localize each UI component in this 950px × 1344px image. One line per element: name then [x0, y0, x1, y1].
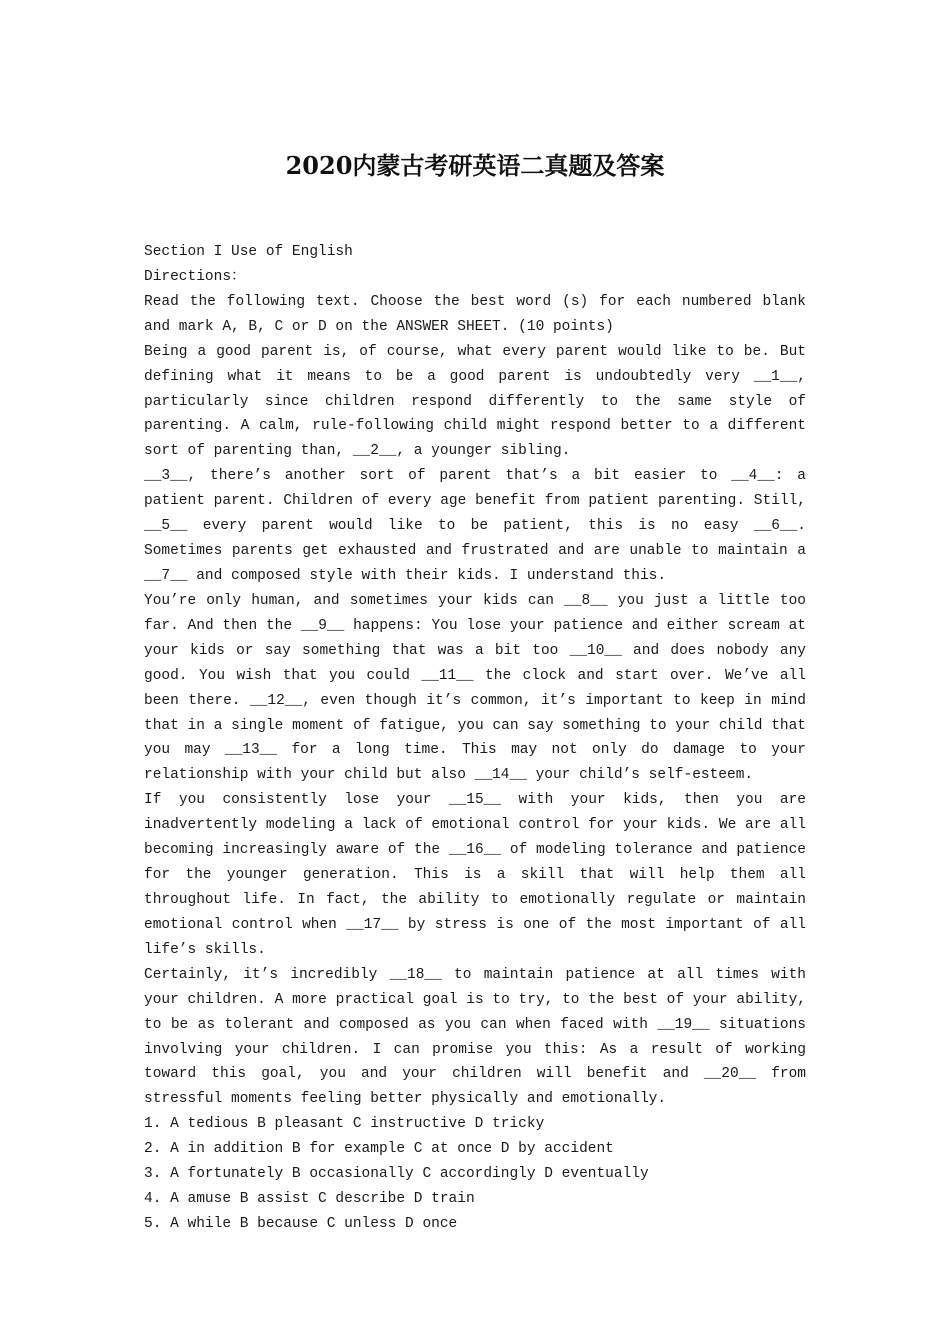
question-option-4: 4. A amuse B assist C describe D train	[144, 1191, 475, 1208]
question-option-5: 5. A while B because C unless D once	[144, 1215, 458, 1232]
document-body	[144, 240, 806, 1237]
passage-paragraph-4: If you consistently lose your __15__ with your kids, then you are inadvertently modeling a lack of emotional control for your kids. We are all becoming increasingly aware of the __16__ of modeling tolerance and patience for the younger generation. This is a skill that will help them all throughout life. In fact, the ability to emotionally regulate or maintain emotional control when __17__ by stress is one of the most important of all life’s skills.	[144, 792, 806, 958]
directions-text: Read the following text. Choose the best word (s) for each numbered blank and mark A, B, C or D on the ANSWER SHEET. (10 points)	[144, 293, 806, 335]
passage-paragraph-1: Being a good parent is, of course, what every parent would like to be. But defining what it means to be a good parent is undoubtedly very __1__, particularly since children respond differently to the same style of parenting. A calm, rule-following child might respond better to a different sort of parenting than, __2__, a younger sibling.	[144, 343, 806, 460]
section-heading: Section I Use of English	[144, 244, 353, 260]
question-option-2: 2. A in addition B for example C at once D by accident	[144, 1141, 614, 1158]
document-title: 2020内蒙古考研英语二真题及答案	[285, 151, 665, 180]
directions-label: Directions：	[144, 268, 246, 285]
passage-paragraph-2: __3__, there’s another sort of parent that’s a bit easier to __4__: a patient parent. Children of every age benefit from patient parenting. Still, __5__ every parent would like to be patient, this is no easy __6__. Sometimes parents get exhausted and frustrated and are unable to maintain a __7__ and composed style with their kids. I understand this.	[144, 468, 806, 584]
passage-paragraph-5: Certainly, it’s incredibly __18__ to maintain patience at all times with your children. A more practical goal is to try, to the best of your ability, to be as tolerant and composed as you can when faced with __19__ situations involving your children. I can promise you this: As a result of working toward this goal, you and your children will benefit and __20__ from stressful moments feeling better physically and emotionally.	[144, 966, 806, 1108]
passage-paragraph-3: You’re only human, and sometimes your kids can __8__ you just a little too far. And then the __9__ happens: You lose your patience and either scream at your kids or say something that was a bit too __10__ and does nobody any good. You wish that you could __11__ the clock and start over. We’ve all been there. __12__, even though it’s common, it’s important to keep in mind that in a single moment of fatigue, you can say something to your child that you may __13__ for a long time. This may not only do damage to your relationship with your child but also __14__ your child’s self-esteem.	[144, 592, 806, 784]
question-option-3: 3. A fortunately B occasionally C accordingly D eventually	[144, 1166, 649, 1183]
question-option-1: 1. A tedious B pleasant C instructive D tricky	[144, 1116, 545, 1133]
